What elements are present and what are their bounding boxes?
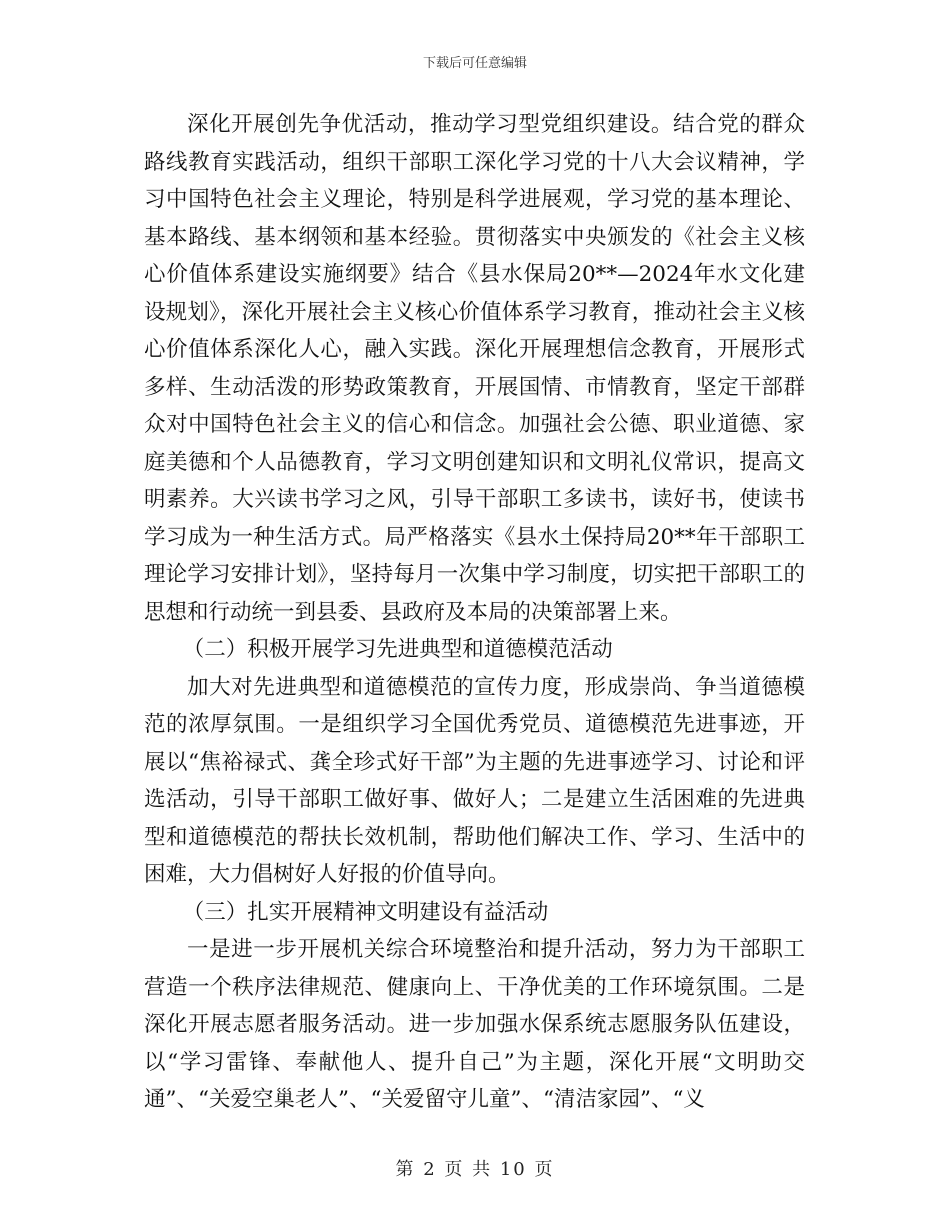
page-header-note: 下载后可任意编辑 bbox=[422, 56, 527, 71]
section-heading-civilization-activities: （三）扎实开展精神文明建设有益活动 bbox=[182, 899, 549, 925]
paragraph-civilization-activities: 一是进一步开展机关综合环境整治和提升活动，努力为干部职工营造一个秩序法律规范、健康向上、干净优美的工作环境氛围。二是深化开展志愿者服务活动。进一步加强水保系统志愿服务队伍建设，以“学习雷锋、奉献他人、提升自己”为主题，深化开展“文明助交通”、“关爱空巢老人”、“关爱留守儿童”、“清洁家园”、“义 bbox=[144, 937, 805, 1112]
page-number-footer: 第 2 页 共 10 页 bbox=[395, 1159, 555, 1180]
section-heading-role-models: （二）积极开展学习先进典型和道德模范活动 bbox=[182, 637, 613, 662]
paragraph-role-models: 加大对先进典型和道德模范的宣传力度，形成崇尚、争当道德模范的浓厚氛围。一是组织学习全国优秀党员、道德模范先进事迹，开展以“焦裕禄式、龚全珍式好干部”为主题的先进事迹学习、讨论和评选活动，引导干部职工做好事、做好人；二是建立生活困难的先进典型和道德模范的帮扶长效机制，帮助他们解决工作、学习、生活中的困难，大力倡树好人好报的价值导向。 bbox=[144, 674, 805, 887]
document-body bbox=[144, 106, 805, 1119]
paragraph-study-campaign: 深化开展创先争优活动，推动学习型党组织建设。结合党的群众路线教育实践活动，组织干部职工深化学习党的十八大会议精神，学习中国特色社会主义理论，特别是科学进展观，学习党的基本理论、基本路线、基本纲领和基本经验。贯彻落实中央颁发的《社会主义核心价值体系建设实施纲要》结合《县水保局20**—2024年水文化建设规划》，深化开展社会主义核心价值体系学习教育，推动社会主义核心价值体系深化人心，融入实践。深化开展理想信念教育，开展形式多样、生动活泼的形势政策教育，开展国情、市情教育，坚定干部群众对中国特色社会主义的信心和信念。加强社会公德、职业道德、家庭美德和个人品德教育，学习文明创建知识和文明礼仪常识，提高文明素养。大兴读书学习之风，引导干部职工多读书，读好书，使读书学习成为一种生活方式。局严格落实《县水土保持局20**年干部职工理论学习安排计划》，坚持每月一次集中学习制度，切实把干部职工的思想和行动统一到县委、县政府及本局的决策部署上来。 bbox=[144, 112, 805, 625]
